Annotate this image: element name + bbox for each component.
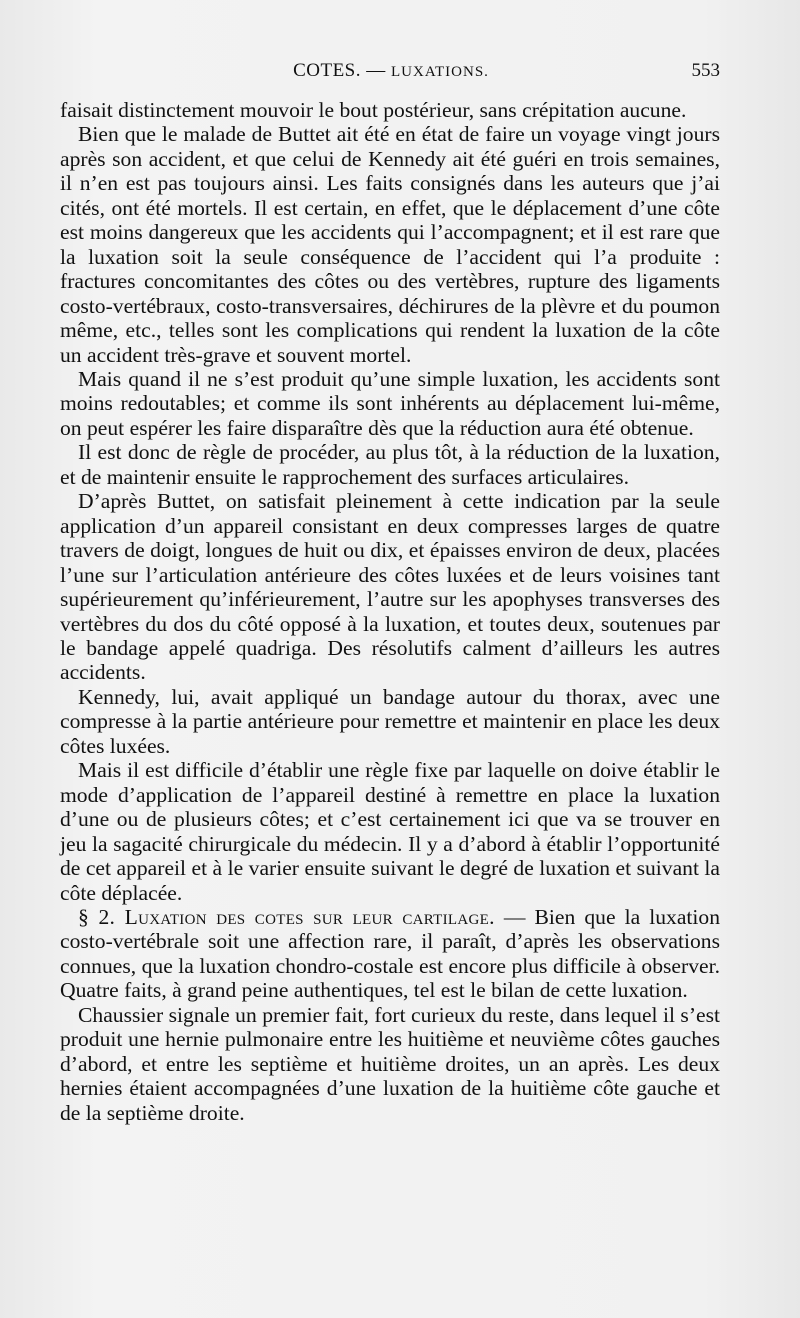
running-title-dash: —	[361, 60, 391, 81]
running-header	[62, 60, 720, 88]
paragraph-1: faisait distinctement mouvoir le bout postérieur, sans crépitation aucune.	[60, 98, 687, 122]
paragraph-6: Kennedy, lui, avait appliqué un bandage autour du thorax, avec une compresse à la partie antérieure pour remettre et maintenir en place les deux côtes luxées.	[60, 684, 720, 758]
paragraph-7: Mais il est difficile d’établir une règle fixe par laquelle on doive établir le mode d’application de l’appareil destiné à remettre en place la luxation d’une ou de plusieurs côtes; et c’est certainement ici que va se trouver en jeu la sagacité chirurgicale du médecin. Il y a d’abord à établir l’opportunité de cet appareil et à le varier ensuite suivant le degré de luxation et suivant la côte déplacée.	[60, 758, 720, 905]
paragraph-5: D’après Buttet, on satisfait pleinement à cette indication par la seule application d’un appareil consistant en deux compresses larges de quatre travers de doigt, longues de huit ou dix, et épaisses environ de deux, placées l’une sur l’articulation antérieure des côtes luxées et de leurs voisines tant supérieurement qu’inférieurement, l’autre sur les apophyses transverses des vertèbres du dos du côté opposé à la luxation, et toutes deux, soutenues par le bandage appelé quadriga. Des résolutifs calment d’ailleurs les autres accidents.	[60, 489, 720, 685]
running-title	[62, 60, 720, 82]
paragraph-9: Chaussier signale un premier fait, fort curieux du reste, dans lequel il s’est produit une hernie pulmonaire entre les huitième et neuvième côtes gauches d’abord, et entre les septième et huitième droites, un an après. Les deux hernies étaient accompagnées d’une luxation de la huitième côte gauche et de la septième droite.	[60, 1002, 720, 1125]
paragraph-2: Bien que le malade de Buttet ait été en état de faire un voyage vingt jours après son accident, et que celui de Kennedy ait été guéri en trois semaines, il n’en est pas toujours ainsi. Les faits consignés dans les auteurs que j’ai cités, ont été mortels. Il est certain, en effet, que le déplacement d’une côte est moins dangereux que les accidents qui l’accompagnent; et il est rare que la luxation soit la seule conséquence de l’accident qui l’a produite : fractures concomitantes des côtes ou des vertèbres, rupture des ligaments costo-vertébraux, costo-transversaires, déchirures de la plèvre et du poumon même, etc., telles sont les complications qui rendent la luxation de la côte un accident très-grave et souvent mortel.	[60, 122, 720, 367]
paragraph-8	[60, 905, 720, 1003]
paragraph-3: Mais quand il ne s’est produit qu’une simple luxation, les accidents sont moins redoutables; et comme ils sont inhérents au déplacement lui-même, on peut espérer les faire disparaître dès que la réduction aura été obtenue.	[60, 366, 720, 440]
body-text	[60, 98, 720, 1125]
section-heading: § 2. Luxation des cotes sur leur cartilage.	[78, 904, 495, 929]
section-text: — Bien que la luxation costo-vertébrale soit une affection rare, il paraît, d’après les observations connues, que la luxation chondro-costale est encore plus difficile à observer. Quatre faits, à grand peine authentiques, tel est le bilan de cette luxation.	[60, 904, 721, 1003]
running-title-sub: LUXATIONS.	[391, 64, 489, 80]
page-number: 553	[691, 60, 720, 81]
running-title-main: COTES.	[293, 60, 361, 81]
paragraph-4: Il est donc de règle de procéder, au plus tôt, à la réduction de la luxation, et de maintenir ensuite le rapprochement des surfaces articulaires.	[60, 440, 720, 489]
